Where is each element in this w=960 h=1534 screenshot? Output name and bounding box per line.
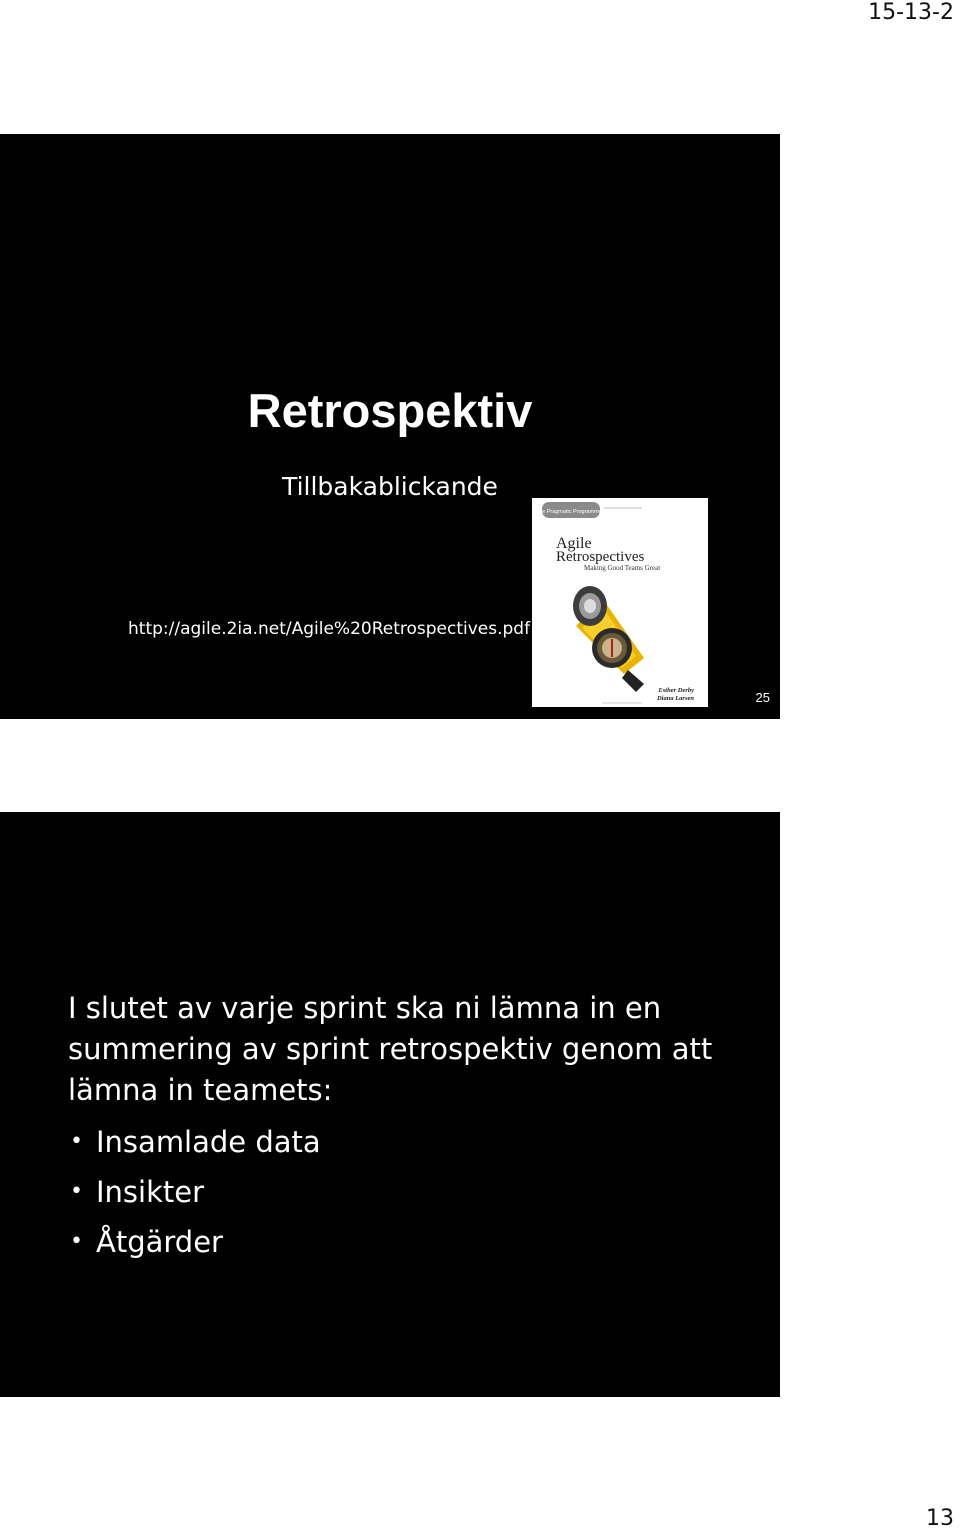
slide-body bbox=[68, 988, 748, 1267]
list-item: • Insamlade data bbox=[68, 1117, 748, 1167]
slide-retrospektiv bbox=[0, 134, 780, 719]
svg-text:Diana Larsen: Diana Larsen bbox=[656, 695, 694, 702]
svg-text:Agile: Agile bbox=[556, 535, 592, 552]
slide-retrospektiv-instructions bbox=[0, 812, 780, 1397]
book-cover-image bbox=[532, 498, 708, 707]
slide-subtitle: Tillbakablickande bbox=[282, 472, 498, 501]
svg-text:The Pragmatic Programmers: The Pragmatic Programmers bbox=[535, 509, 607, 515]
page-number: 13 bbox=[926, 1506, 954, 1531]
svg-text:Esther Derby: Esther Derby bbox=[658, 687, 694, 694]
slide-title: Retrospektiv bbox=[247, 384, 533, 437]
instruction-paragraph: I slutet av varje sprint ska ni lämna in en summering av sprint retrospektiv genom att lämna in teamets: bbox=[68, 991, 713, 1107]
deliverables-list bbox=[68, 1117, 748, 1267]
svg-text:Making Good Teams Great: Making Good Teams Great bbox=[584, 564, 661, 572]
slide-number: 25 bbox=[755, 690, 770, 705]
list-item: • Insikter bbox=[68, 1167, 748, 1217]
page-date: 15-13-2 bbox=[868, 0, 954, 25]
list-item: • Åtgärder bbox=[68, 1217, 748, 1267]
bullet-icon: • bbox=[70, 1229, 83, 1254]
reference-link[interactable]: http://agile.2ia.net/Agile%20Retrospectives.pdf bbox=[128, 619, 531, 639]
bullet-icon: • bbox=[70, 1179, 83, 1204]
svg-text:Retrospectives: Retrospectives bbox=[556, 549, 645, 565]
bullet-icon: • bbox=[70, 1129, 83, 1154]
